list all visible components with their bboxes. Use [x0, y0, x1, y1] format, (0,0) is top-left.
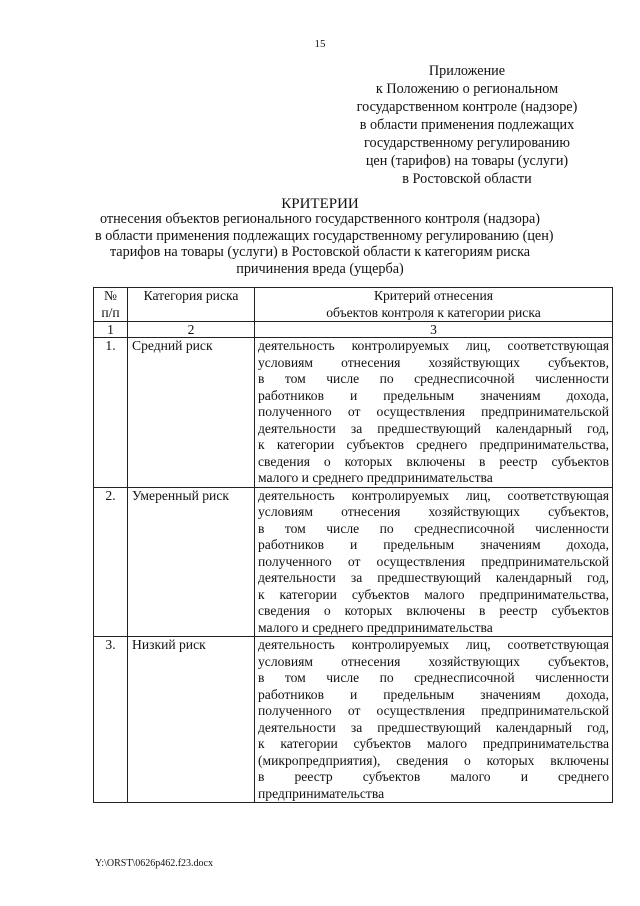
risk-criterion	[255, 338, 613, 488]
header-category-text: Категория риска	[143, 288, 239, 303]
criterion-line: в том числе по среднесписочной численности	[258, 520, 609, 536]
appendix-line: к Положению о региональном	[375, 81, 559, 97]
criterion-line: к категории субъектов малого предпринимательства	[258, 736, 609, 751]
file-path-footer: Y:\ORST\0626p462.f23.docx	[95, 858, 213, 869]
criterion-line: деятельности за предшествующий календарный год,	[258, 719, 609, 735]
criterion-line: сведения о которых включены в реестр субъектов	[258, 603, 609, 618]
criterion-line: условиям отнесения хозяйствующих субъектов,	[258, 354, 609, 370]
criterion-line: деятельность контролируемых лиц, соответствующая	[258, 637, 609, 652]
document-title: КРИТЕРИИ	[281, 196, 359, 212]
appendix-block	[322, 62, 612, 188]
header-category	[128, 288, 255, 322]
criterion-line: сведения о которых включены в реестр субъектов	[258, 453, 609, 469]
criterion-line: в том числе по среднесписочной численности	[258, 670, 609, 685]
page-number: 15	[314, 38, 326, 50]
criterion-line: работников и предельным значениям дохода,	[258, 537, 609, 552]
criterion-line: предпринимательства	[258, 785, 385, 801]
subtitle-line: тарифов на товары (услуги) в Ростовской области к категориям риска	[109, 244, 531, 260]
index-cell: 3	[255, 322, 613, 338]
criterion-line: в реестр субъектов малого и среднего	[258, 769, 609, 784]
criteria-table	[93, 287, 613, 803]
header-num	[94, 288, 128, 322]
criterion-line: условиям отнесения хозяйствующих субъектов,	[258, 504, 609, 519]
row-number: 2.	[94, 487, 128, 637]
criterion-line: работников и предельным значениям дохода,	[258, 387, 609, 403]
criterion-line: полученного от осуществления предпринимательской	[258, 404, 609, 419]
subtitle-line: отнесения объектов регионального государственного контроля (надзора)	[99, 211, 541, 227]
subtitle-line: в области применения подлежащих государственному регулированию (цен)	[95, 227, 554, 244]
risk-criterion	[255, 487, 613, 637]
table-row	[94, 338, 613, 488]
appendix-line: в области применения подлежащих	[359, 117, 575, 133]
criterion-line: полученного от осуществления предпринимательской	[258, 553, 609, 569]
risk-category: Средний риск	[128, 338, 255, 488]
criterion-line: к категории субъектов малого предпринимательства,	[258, 586, 609, 602]
table-row	[94, 487, 613, 637]
table-header-row	[94, 288, 613, 322]
document-subtitle	[95, 211, 554, 277]
header-num-line: №	[104, 288, 117, 303]
criterion-line: деятельности за предшествующий календарный год,	[258, 570, 609, 585]
row-number: 3.	[94, 637, 128, 803]
criterion-line: деятельность контролируемых лиц, соответствующая	[258, 487, 609, 503]
header-criterion-line: объектов контроля к категории риска	[326, 304, 541, 320]
appendix-line: цен (тарифов) на товары (услуги)	[365, 153, 569, 169]
appendix-line: государственному регулированию	[363, 135, 570, 151]
risk-criterion	[255, 637, 613, 803]
criterion-line: условиям отнесения хозяйствующих субъектов,	[258, 653, 609, 669]
index-cell: 2	[128, 322, 255, 338]
appendix-line: государственном контроле (надзоре)	[356, 99, 578, 115]
risk-category: Низкий риск	[128, 637, 255, 803]
criterion-line: малого и среднего предпринимательства	[258, 470, 493, 485]
header-criterion	[255, 288, 613, 322]
criterion-line: деятельность контролируемых лиц, соответствующая	[258, 338, 609, 353]
criterion-line: работников и предельным значениям дохода,	[258, 686, 609, 702]
subtitle-line: причинения вреда (ущерба)	[236, 260, 404, 277]
criterion-line: в том числе по среднесписочной численности	[258, 371, 609, 386]
index-cell: 1	[94, 322, 128, 338]
criterion-line: деятельности за предшествующий календарный год,	[258, 420, 609, 436]
appendix-line: в Ростовской области	[402, 171, 532, 187]
criterion-line: (микропредприятия), сведения о которых включены	[258, 752, 609, 768]
appendix-line: Приложение	[428, 63, 506, 79]
row-number: 1.	[94, 338, 128, 488]
criterion-line: полученного от осуществления предпринимательской	[258, 703, 609, 718]
table-index-row	[94, 322, 613, 338]
criterion-line: к категории субъектов среднего предпринимательства,	[258, 437, 609, 452]
header-num-line: п/п	[101, 304, 120, 320]
criterion-line: малого и среднего предпринимательства	[258, 619, 493, 635]
header-criterion-line: Критерий отнесения	[373, 288, 494, 303]
table-row	[94, 637, 613, 803]
risk-category: Умеренный риск	[128, 487, 255, 637]
